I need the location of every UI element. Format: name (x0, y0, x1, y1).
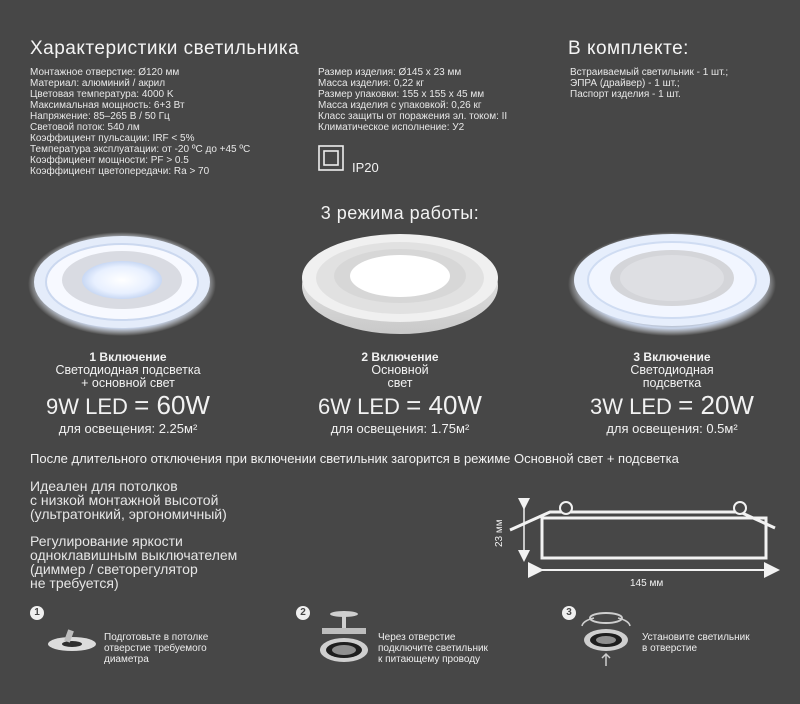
led-value: 9W LED (46, 394, 128, 419)
spec-line: Климатическое исполнение: У2 (318, 122, 465, 133)
kit-item: Паспорт изделия - 1 шт. (570, 89, 681, 100)
feature-thin (30, 479, 227, 521)
spec-line: Коэффициент пульсации: IRF < 5% (30, 133, 195, 144)
equivalent-value: = 40W (406, 390, 482, 420)
kit-title: В комплекте: (568, 38, 689, 59)
feature-line: не требуется) (30, 575, 119, 591)
equivalent-value: = 60W (134, 390, 210, 420)
step-1-text (104, 632, 208, 665)
step-2-text (378, 632, 488, 665)
equivalent-value: = 20W (678, 390, 754, 420)
spec-line: Материал: алюминий / акрил (30, 78, 166, 89)
mode-power (30, 390, 226, 421)
spec-line: Максимальная мощность: 6+3 Вт (30, 100, 185, 111)
feature-line: с низкой монтажной высотой (30, 492, 219, 508)
spec-line: Цветовая температура: 4000 K (30, 89, 174, 100)
mode-desc: свет (387, 376, 413, 390)
step-1-badge: 1 (30, 606, 44, 620)
mode-title: 1 Включение (89, 350, 167, 364)
feature-line: Идеален для потолков (30, 478, 178, 494)
feature-line: Регулирование яркости (30, 533, 183, 549)
wire-connect-icon (314, 606, 374, 668)
mode-power (574, 390, 770, 421)
step-line: в отверстие (642, 643, 698, 654)
mode-area: для освещения: 0.5м² (606, 421, 738, 436)
spec-line: Масса изделия: 0,22 кг (318, 78, 425, 89)
mode-power (302, 390, 498, 421)
lamp-2-icon (302, 234, 498, 334)
mode-3 (574, 350, 770, 436)
spec-line: Класс защиты от поражения эл. током: II (318, 111, 508, 122)
mode-title: 2 Включение (361, 350, 439, 364)
mode-desc: + основной свет (81, 376, 175, 390)
lamp-3-icon (568, 232, 776, 336)
mode-1 (30, 350, 226, 436)
specs-title: Характеристики светильника (30, 38, 300, 59)
kit-list (570, 67, 728, 100)
led-value: 6W LED (318, 394, 400, 419)
spec-line: Масса изделия с упаковкой: 0,26 кг (318, 100, 482, 111)
lamps-illustration (0, 220, 800, 350)
spec-line: Размер упаковки: 155 x 155 x 45 мм (318, 89, 485, 100)
step-3-badge: 3 (562, 606, 576, 620)
kit-item: Встраиваемый светильник - 1 шт.; (570, 67, 729, 78)
mode-area: для освещения: 1.75м² (330, 421, 470, 436)
mode-desc: Светодиодная подсветка (55, 363, 201, 377)
mode-desc: подсветка (642, 376, 702, 390)
spec-line: Коэффициент цветопередачи: Ra > 70 (30, 166, 210, 177)
width-label: 145 мм (630, 578, 664, 589)
led-value: 3W LED (590, 394, 672, 419)
mode-desc: Светодиодная (630, 363, 714, 377)
spec-line: Температура эксплуатации: от -20 ºС до +45 ºС (30, 144, 251, 155)
restart-note: После длительного отключения при включении светильник загорится в режиме Основной свет + подсветка (30, 451, 679, 466)
spec-line: Размер изделия: Ø145 x 23 мм (318, 67, 462, 78)
feature-line: одноклавишным выключателем (30, 547, 238, 563)
mode-desc: Основной (371, 363, 429, 377)
kit-item: ЭПРА (драйвер) - 1 шт.; (570, 78, 680, 89)
step-line: подключите светильник (378, 643, 488, 654)
specs-left (30, 67, 250, 177)
step-line: Установите светильник (642, 632, 750, 643)
height-label: 23 мм (494, 519, 505, 547)
feature-line: (диммер / светорегулятор (30, 561, 198, 577)
spec-line: Напряжение: 85–265 В / 50 Гц (30, 111, 170, 122)
feature-line: (ультратонкий, эргономичный) (30, 506, 227, 522)
ceiling-hole-icon (46, 622, 102, 662)
spec-line: Коэффициент мощности: PF > 0.5 (30, 155, 189, 166)
mode-title: 3 Включение (633, 350, 711, 364)
step-line: Через отверстие (378, 632, 456, 643)
step-line: к питающему проводу (378, 654, 481, 665)
spec-line: Световой поток: 540 лм (30, 122, 140, 133)
step-2-badge: 2 (296, 606, 310, 620)
class-ii-icon (318, 145, 346, 173)
modes-title: 3 режима работы: (320, 203, 480, 223)
feature-dimming (30, 534, 237, 590)
spec-line: Монтажное отверстие: Ø120 мм (30, 67, 180, 78)
mode-area: для освещения: 2.25м² (58, 421, 198, 436)
step-line: отверстие требуемого (104, 643, 207, 654)
step-3-text (642, 632, 750, 654)
step-line: Подготовьте в потолке (104, 632, 209, 643)
install-lamp-icon (576, 604, 636, 668)
lamp-1-icon (28, 232, 216, 336)
step-line: диаметра (104, 654, 149, 665)
ip-rating: IP20 (352, 160, 379, 175)
mode-2 (302, 350, 498, 436)
specs-mid (318, 67, 507, 133)
